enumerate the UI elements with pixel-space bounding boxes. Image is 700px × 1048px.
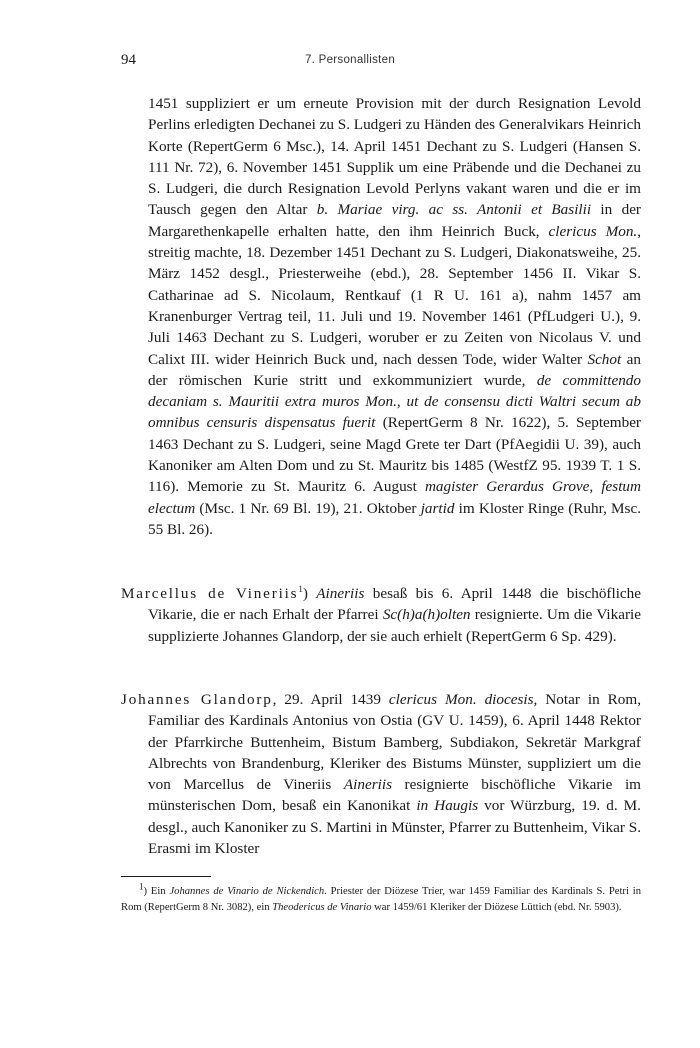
- text-segment: , streitig machte, 18. Dezember 1451 Dechant zu S. Ludgeri, Diakonatsweihe, 25. März 1452 desgl., Priesterweihe (ebd.), 28. September 1456 II. Vikar S. Catharinae ad S. Nicolaum, Rentkauf (1 R U. 161 a), nahm 1457 am Kranenburger Vertrag teil, 11. Juli und 19. November 1461 (PfLudgeri U.), 9. Juli 1463 Dechant zu S. Ludgeri, woruber er zu Zeiten von Nicolaus V. und Calixt III. wider Heinrich Buck und, nach dessen Tode, wider Walter: [148, 222, 642, 368]
- running-head: 7. Personallisten: [304, 54, 396, 66]
- footnote-rule: [121, 876, 211, 877]
- text-segment: , 29. April 1439: [272, 691, 389, 708]
- italic-text: Aineriis: [343, 776, 392, 794]
- text-segment: besaß bis 6. April 1448 die bischöfliche Vikarie, die er nach Erhalt der Pfarrei: [148, 585, 642, 624]
- text-segment: resignierte bischöfliche Vikarie im münsterischen Dom, besaß ein Kanonikat: [148, 776, 641, 815]
- text-segment: , Notar in Rom, Familiar des Kardinals Antonius von Ostia (GV U. 1459), 6. April 1448 Rektor der Pfarrkirche Buttenheim, Bistum Bamberg, Subdiakon, Sekretär Markgraf Albrechts von Brandenburg, Kleriker des Bistums Münster, suppliziert um die von Marcellus de Vineriis: [148, 691, 641, 794]
- paragraph-continuation: [121, 93, 641, 540]
- italic-text: clericus Mon.: [548, 222, 638, 240]
- italic-text: in Haugis: [416, 797, 479, 815]
- text-segment: im Kloster Ringe (Ruhr, Msc. 55 Bl. 26).: [148, 499, 642, 538]
- text-segment: vor Würzburg, 19. d. M. desgl., auch Kanoniker zu S. Martini in Münster, Pfarrer zu Buttenheim, Vikar S. Erasmi im Kloster: [148, 797, 641, 858]
- text-segment: an der römischen Kurie stritt und exkommuniziert wurde,: [148, 350, 641, 389]
- text-segment: (RepertGerm 8 Nr. 1622), 5. September 1463 Dechant zu S. Ludgeri, seine Magd Grete ter Dart (PfAegidii U. 39), auch Kanoniker am Alten Dom und zu St. Mauritz bis 1485 (WestfZ 95. 1939 T. 1 S. 116). Memorie zu St. Mauritz 6. August: [148, 414, 641, 496]
- italic-text: Sc(h)a(h)olten: [382, 606, 471, 624]
- italic-text: Aineriis: [316, 585, 365, 602]
- footnote-marker: 1: [139, 881, 144, 892]
- entry-name: Marcellus de Vineriis: [121, 585, 299, 602]
- entry-johannes-glandorp: [121, 689, 641, 859]
- text-segment: 1451 suppliziert er um erneute Provision mit der durch Resignation Levold Perlins erledigten Dechanei zu S. Ludgeri zu Händen des Generalvikars Heinrich Korte (RepertGerm 6 Msc.), 14. April 1451 Dechant zu S. Ludgeri (Hansen S. 111 Nr. 72), 6. November 1451 Supplik um eine Präbende und die Dechanei zu S. Ludgeri, die durch Resignation Levold Perlyns vakant waren und die er im Tausch gegen den Altar: [148, 95, 641, 219]
- text-segment: ): [302, 585, 317, 602]
- text-segment: war 1459/61 Kleriker der Diözese Lüttich (ebd. Nr. 5903).: [371, 902, 622, 913]
- entry-name: Johannes Glandorp: [121, 691, 273, 708]
- text-segment: . Priester der Diözese Trier, war 1459 Familiar des Kardinals S. Petri in Rom (RepertGerm 8 Nr. 3082), ein: [121, 886, 642, 913]
- page-number: 94: [121, 52, 136, 68]
- italic-text: Theodericus de Vinario: [272, 902, 372, 913]
- italic-text: de committendo decaniam s. Mauritii extra muros Mon., ut de consensu dicti Waltri secum ab omnibus censuris dispensatus fuerit: [148, 371, 641, 432]
- italic-text: clericus Mon. diocesis: [388, 691, 534, 708]
- text-segment: resignierte. Um die Vikarie supplizierte Johannes Glandorp, der sie auch erhielt (RepertGerm 6 Sp. 429).: [148, 606, 641, 645]
- italic-text: magister Gerardus Grove, festum electum: [148, 478, 641, 517]
- text-segment: ) Ein: [143, 886, 170, 897]
- italic-text: b. Mariae virg. ac ss. Antonii et Basilii: [316, 201, 592, 219]
- text-segment: (Msc. 1 Nr. 69 Bl. 19), 21. Oktober: [195, 499, 421, 517]
- footnote-marker: 1: [298, 583, 303, 594]
- italic-text: Johannes de Vinario de Nickendich: [169, 886, 325, 897]
- italic-text: Schot: [587, 350, 622, 368]
- footnote: [121, 881, 642, 916]
- text-segment: in der Margarethenkapelle erhalten hatte, den ihm Heinrich Buck,: [148, 201, 641, 240]
- entry-marcellus-de-vineriis: [121, 583, 641, 647]
- italic-text: jartid: [420, 499, 455, 517]
